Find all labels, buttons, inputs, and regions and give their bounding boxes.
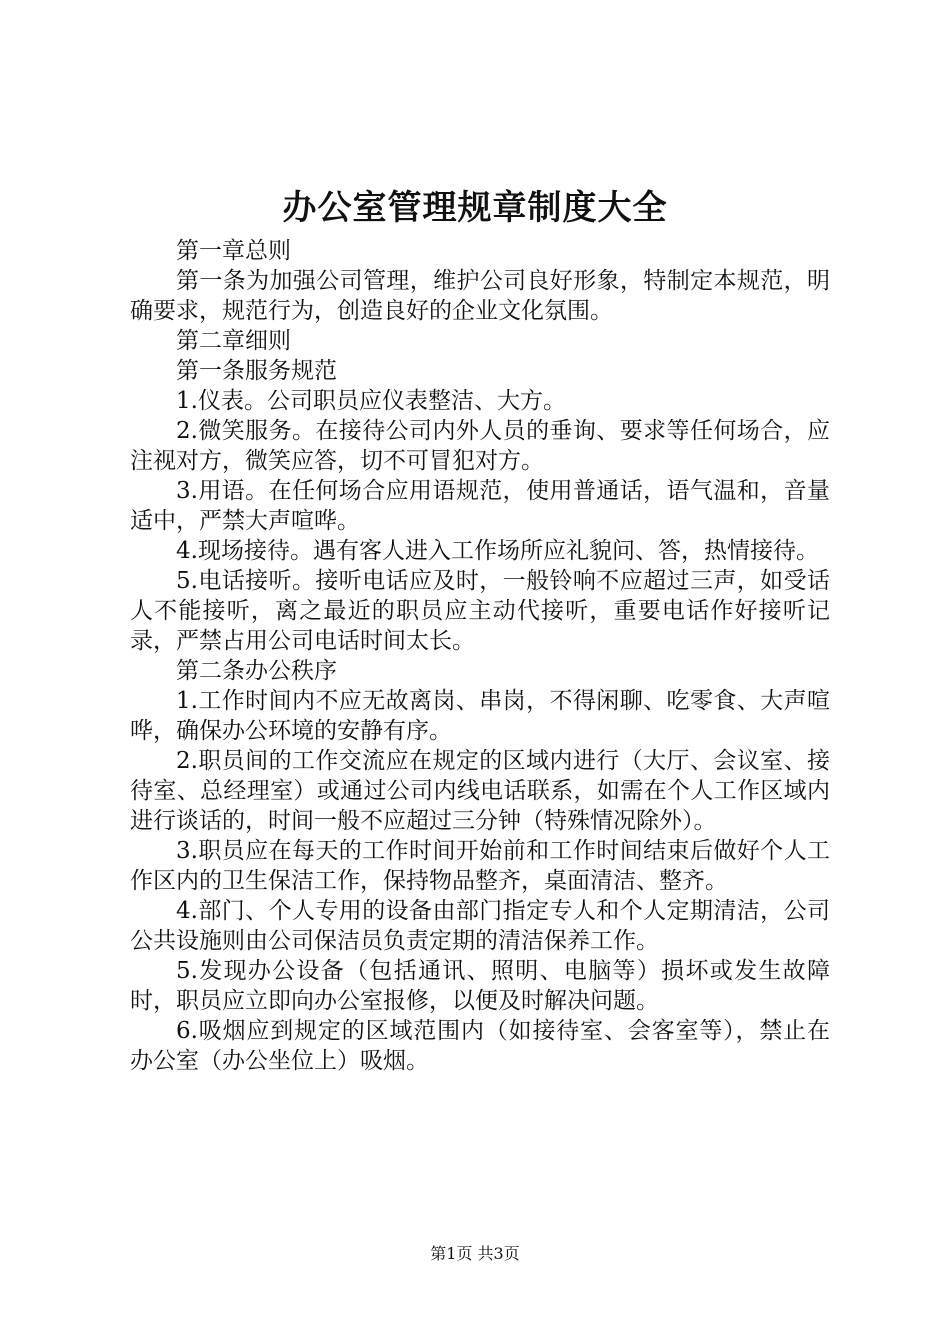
paragraph: 第一条为加强公司管理，维护公司良好形象，特制定本规范，明确要求，规范行为，创造良好的企业文化氛围。 [130,268,830,324]
section-heading: 第一条服务规范 [176,358,337,384]
document-title: 办公室管理规章制度大全 [282,188,668,228]
paragraph: 3.用语。在任何场合应用语规范，使用普通话，语气温和，音量适中，严禁大声喧哗。 [130,478,830,534]
chapter-heading: 第一章总则 [176,238,291,264]
paragraph: 4.部门、个人专用的设备由部门指定专人和个人定期清洁，公司公共设施则由公司保洁员负责定期的清洁保养工作。 [130,898,830,954]
paragraph: 6.吸烟应到规定的区域范围内（如接待室、会客室等），禁止在办公室（办公坐位上）吸烟。 [130,1018,830,1074]
chapter-heading: 第二章细则 [176,328,291,354]
paragraph: 4.现场接待。遇有客人进入工作场所应礼貌问、答，热情接待。 [176,538,819,564]
paragraph: 2.职员间的工作交流应在规定的区域内进行（大厅、会议室、接待室、总经理室）或通过公司内线电话联系，如需在个人工作区域内进行谈话的，时间一般不应超过三分钟（特殊情况除外）。 [130,748,830,834]
paragraph: 3.职员应在每天的工作时间开始前和工作时间结束后做好个人工作区内的卫生保洁工作，保持物品整齐，桌面清洁、整齐。 [130,838,830,894]
paragraph: 1.工作时间内不应无故离岗、串岗，不得闲聊、吃零食、大声喧哗，确保办公环境的安静有序。 [130,688,830,744]
document-body [130,236,830,1076]
page-number-footer: 第1页 共3页 [430,1244,520,1263]
paragraph: 5.发现办公设备（包括通讯、照明、电脑等）损坏或发生故障时，职员应立即向办公室报修，以便及时解决问题。 [130,958,830,1014]
paragraph: 2.微笑服务。在接待公司内外人员的垂询、要求等任何场合，应注视对方，微笑应答，切不可冒犯对方。 [130,418,830,474]
section-heading: 第二条办公秩序 [176,658,337,684]
paragraph: 5.电话接听。接听电话应及时，一般铃响不应超过三声，如受话人不能接听，离之最近的职员应主动代接听，重要电话作好接听记录，严禁占用公司电话时间太长。 [130,568,830,654]
paragraph: 1.仪表。公司职员应仪表整洁、大方。 [176,388,566,414]
